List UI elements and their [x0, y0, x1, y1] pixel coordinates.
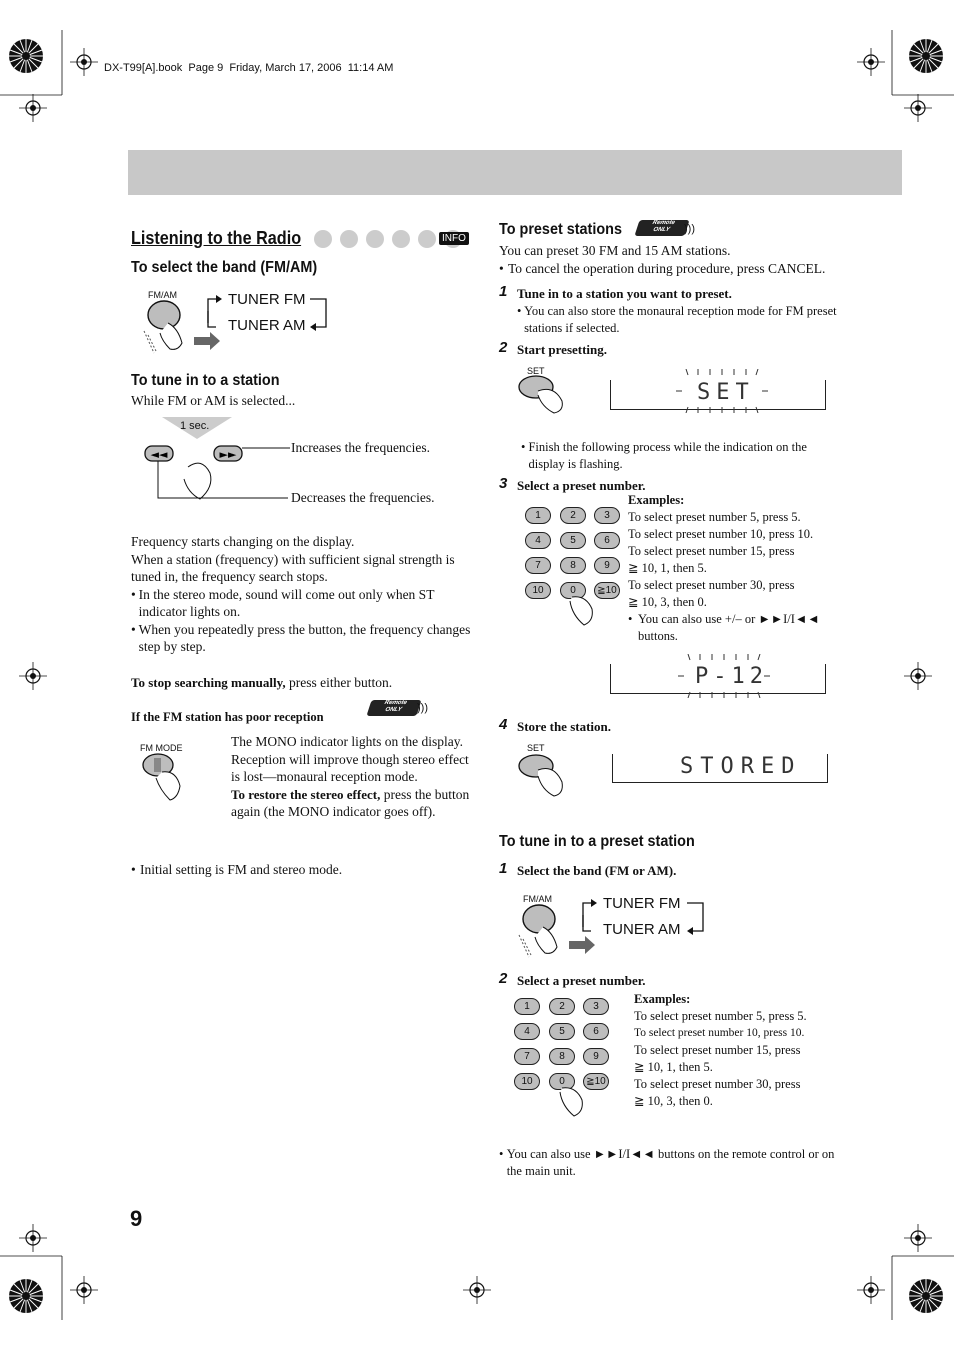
finger-1 [562, 595, 602, 635]
key-1[interactable]: 1 [525, 507, 551, 524]
finger-2 [552, 1086, 592, 1126]
key-7[interactable]: 7 [514, 1048, 540, 1065]
key-8[interactable]: 8 [549, 1048, 575, 1065]
para1: Frequency starts changing on the display. [131, 534, 355, 549]
key-4[interactable]: 4 [514, 1023, 540, 1040]
stop-bold: To stop searching manually, [131, 675, 286, 690]
remote-signal-icon: ))) [417, 702, 428, 714]
section-title: Listening to the Radio [131, 228, 302, 248]
step4-text: Store the station. [517, 719, 612, 734]
ex2: To select preset number 10, press 10. [628, 527, 814, 541]
s2-text: Select a preset number. [517, 973, 646, 988]
key-9[interactable]: 9 [594, 557, 620, 574]
svg-text:►►: ►► [219, 448, 237, 461]
flashing-note: Finish the following process while the indication on the display is flashing. [528, 440, 807, 471]
mono-block [231, 733, 471, 821]
key-7[interactable]: 7 [525, 557, 551, 574]
preset-heading: To preset stations [499, 221, 622, 238]
key-9[interactable]: 9 [583, 1048, 609, 1065]
stop-rest: press either button. [285, 675, 393, 690]
set-label-2: SET [527, 743, 545, 753]
select-band-heading: To select the band (FM/AM) [131, 259, 318, 276]
e3b: ≧ 10, 1, then 5. [634, 1060, 713, 1074]
e4b: ≧ 10, 3, then 0. [634, 1094, 713, 1108]
key-10[interactable]: 10 [514, 1073, 540, 1090]
key-2[interactable]: 2 [549, 998, 575, 1015]
initial-text: Initial setting is FM and stereo mode. [140, 862, 343, 877]
svg-text:◄◄: ◄◄ [150, 448, 168, 461]
seek-buttons-diagram [140, 415, 300, 505]
key-2[interactable]: 2 [560, 507, 586, 524]
step1-text: Tune in to a station you want to preset. [517, 286, 732, 301]
mono-text: The MONO indicator lights on the display. Reception will improve though stereo effect is lost—monaural reception mode. [231, 734, 469, 784]
preset-cancel-row: • To cancel the operation during procedure, press CANCEL. [499, 261, 826, 276]
poor-reception-heading: If the FM station has poor reception [131, 710, 324, 724]
file-header: DX-T99[A].book Page 9 Friday, March 17, 2006 11:14 AM [104, 62, 394, 74]
key-4[interactable]: 4 [525, 532, 551, 549]
examples-title: Examples: [628, 493, 685, 507]
key-5[interactable]: 5 [549, 1023, 575, 1040]
key-0[interactable]: 0 [560, 582, 586, 599]
fm-mode-button [140, 752, 200, 804]
key-ge10[interactable]: ≧10 [594, 582, 620, 599]
para2: When a station (frequency) with sufficient signal strength is tuned in, the frequency search stops. [131, 551, 455, 584]
header-bar [128, 150, 902, 195]
key-0[interactable]: 0 [549, 1073, 575, 1090]
preset-intro: You can preset 30 FM and 15 AM stations. [499, 243, 731, 258]
step3-num: 3 [499, 475, 508, 492]
fmam-label-2: FM/AM [523, 894, 552, 904]
key-3[interactable]: 3 [594, 507, 620, 524]
s1-num: 1 [499, 860, 508, 877]
remote-only-badge-2: Remote ONLY [634, 220, 689, 236]
fmam-label: FM/AM [148, 290, 177, 300]
e2: To select preset number 10, press 10. [634, 1027, 805, 1039]
set-label-1: SET [527, 366, 545, 376]
s1-text: Select the band (FM or AM). [517, 863, 677, 878]
bullet-step: • When you repeatedly press the button, the frequency changes step by step. [131, 621, 477, 656]
restore-rest: press the button again (the MONO indicator goes off). [231, 786, 470, 819]
step2-num: 2 [499, 339, 508, 356]
bullet1: In the stereo mode, sound will come out only when ST indicator lights on. [138, 586, 435, 619]
tuner-fm-label: TUNER FM [228, 291, 306, 308]
key-6[interactable]: 6 [583, 1023, 609, 1040]
key-8[interactable]: 8 [560, 557, 586, 574]
final-note-row: • You can also use ►►I/I◄◄ buttons on the remote control or on the main unit. [499, 1146, 849, 1180]
tuner-fm-label-2: TUNER FM [603, 895, 681, 912]
keypad-1 [525, 507, 625, 597]
ex1: To select preset number 5, press 5. [628, 510, 801, 524]
keypad-2 [514, 998, 614, 1088]
examples-block-1 [628, 492, 854, 645]
key-3[interactable]: 3 [583, 998, 609, 1015]
lcd-set-text: SET [697, 380, 755, 405]
tuner-am-label-2: TUNER AM [603, 921, 681, 938]
info-badge: INFO [439, 232, 469, 245]
step4-num: 4 [499, 716, 508, 733]
bullet-st: • In the stereo mode, sound will come out only when ST indicator lights on. [131, 586, 477, 621]
key-6[interactable]: 6 [594, 532, 620, 549]
set-button-1 [516, 375, 586, 415]
e1: To select preset number 5, press 5. [634, 1009, 807, 1023]
key-1[interactable]: 1 [514, 998, 540, 1015]
one-sec-label: 1 sec. [180, 420, 210, 432]
key-10[interactable]: 10 [525, 582, 551, 599]
step2-text: Start presetting. [517, 342, 608, 357]
preset-cancel: To cancel the operation during procedure, press CANCEL. [508, 261, 826, 276]
ex-bullet-row: • You can also use +/– or ►►I/I◄◄ buttons. [628, 611, 854, 645]
stop-searching [131, 674, 392, 692]
bullet2: When you repeatedly press the button, the frequency changes step by step. [138, 621, 471, 654]
step1-bullet-row: • You can also store the monaural reception mode for FM preset stations if selected. [517, 303, 847, 337]
tuner-am-label: TUNER AM [228, 317, 306, 334]
fm-mode-label: FM MODE [140, 743, 183, 753]
section-title-row [131, 228, 473, 250]
ex3a: To select preset number 15, press [628, 544, 795, 558]
ex3b: ≧ 10, 1, then 5. [628, 561, 707, 575]
step3-text: Select a preset number. [517, 478, 646, 493]
set-button-2 [516, 752, 586, 802]
page-number: 9 [130, 1206, 143, 1231]
step1-bullet: You can also store the monaural reception mode for FM preset stations if selected. [524, 304, 837, 335]
tune-heading: To tune in to a station [131, 372, 280, 389]
examples-block-2 [634, 991, 854, 1110]
decreases-label: Decreases the frequencies. [291, 490, 435, 505]
tune-preset-heading: To tune in to a preset station [499, 833, 695, 850]
examples2-title: Examples: [634, 992, 691, 1006]
e3a: To select preset number 15, press [634, 1043, 801, 1057]
lcd-stored-text: STORED [680, 754, 802, 779]
para-frequency [131, 533, 477, 656]
remote-only-badge: Remote ONLY [366, 700, 421, 716]
key-5[interactable]: 5 [560, 532, 586, 549]
s2-num: 2 [499, 970, 508, 987]
ex4a: To select preset number 30, press [628, 578, 795, 592]
step1-num: 1 [499, 283, 508, 300]
tune-sub: While FM or AM is selected... [131, 393, 296, 408]
flashing-note-row: • Finish the following process while the indication on the display is flashing. [521, 439, 841, 473]
remote-signal-icon-2: ))) [684, 223, 695, 235]
increases-label: Increases the frequencies. [291, 440, 431, 455]
e4a: To select preset number 30, press [634, 1077, 801, 1091]
final-note: You can also use ►►I/I◄◄ buttons on the remote control or on the main unit. [506, 1147, 835, 1178]
restore-bold: To restore the stereo effect, [231, 786, 381, 802]
ex-bullet: You can also use +/– or ►►I/I◄◄ buttons. [638, 612, 820, 643]
ex4b: ≧ 10, 3, then 0. [628, 595, 707, 609]
key-ge10[interactable]: ≧10 [583, 1073, 609, 1090]
initial-setting: • Initial setting is FM and stereo mode. [131, 862, 343, 877]
lcd-p12-text: P-12 [695, 664, 768, 689]
